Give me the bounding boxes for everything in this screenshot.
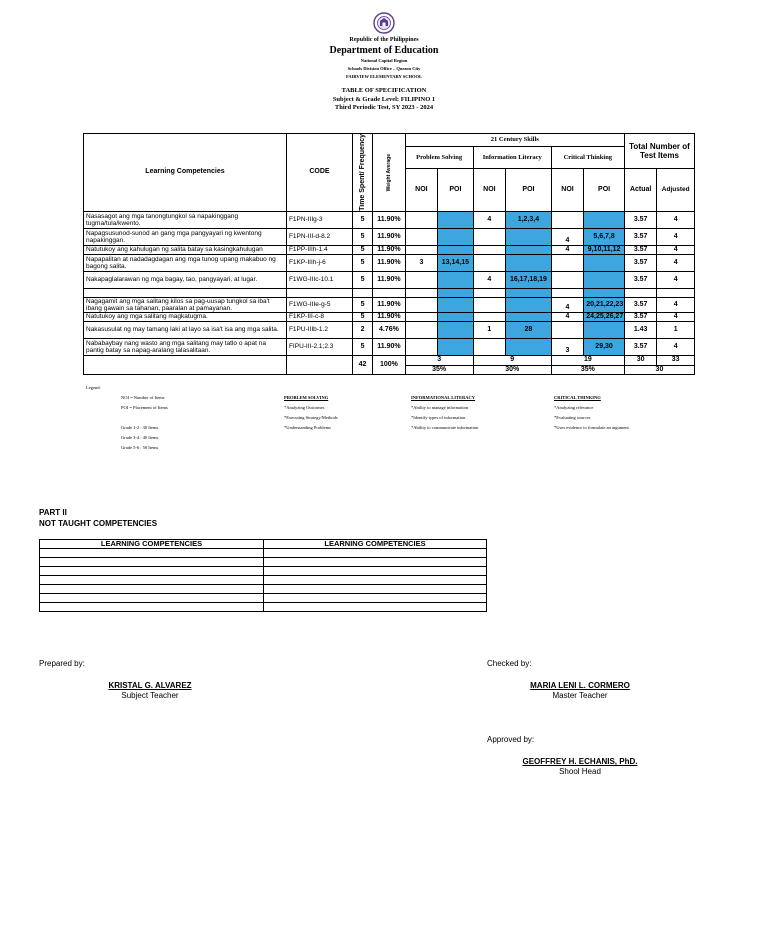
cell-weight: 11.90% (373, 312, 405, 321)
cell-ps-poi (438, 245, 474, 254)
approved-by-position: Shool Head (559, 767, 601, 776)
prepared-by-position: Subject Teacher (121, 691, 179, 700)
cell-il-noi: 1 (473, 321, 505, 338)
document-header (0, 12, 768, 113)
table-row (40, 585, 487, 594)
cell-ps-poi (438, 211, 474, 228)
table-row (84, 254, 695, 271)
legend-ct-item: *Evaluating sources (554, 415, 591, 420)
cell-ct-poi: 5,6,7,8 (584, 228, 625, 245)
cell-time: 5 (352, 312, 372, 321)
cell-code: F1PN-IIIg-3 (286, 211, 352, 228)
cell-actual: 3.57 (624, 254, 656, 271)
cell-il-poi (506, 228, 552, 245)
legend-noi: NOI = Number of Items (121, 395, 165, 400)
cell-ps-noi (405, 271, 437, 288)
cell-lc: Nababaybay nang wasto ang mga salitang may tatlo o apat na pantig batay sa napag-aralang talasalitaan. (84, 338, 287, 355)
cell-adjusted: 4 (657, 297, 695, 312)
cell-lc: Nasasagot ang mga tanongtungkol sa napakinggang tugma/tula/kwento. (84, 211, 287, 228)
cell-ct-poi (584, 271, 625, 288)
table-row (84, 288, 695, 297)
legend-il-item: *Identify types of information (411, 415, 466, 420)
header-total-test-items: Total Number of Test Items (624, 134, 694, 169)
header-critical-thinking: Critical Thinking (551, 146, 624, 169)
table-row (40, 594, 487, 603)
cell-adjusted: 4 (657, 245, 695, 254)
cell-ct-noi (551, 321, 583, 338)
cell-actual: 3.57 (624, 312, 656, 321)
legend-il-item: *Ability to manage information (411, 405, 469, 410)
cell-lc: Natutukoy ang mga salitang magkatugma. (84, 312, 287, 321)
header-poi: POI (438, 169, 474, 212)
header-poi: POI (584, 169, 625, 212)
cell-weight: 11.90% (373, 211, 405, 228)
total-weight: 100% (373, 355, 405, 374)
header-weight-average: Weight Average (373, 134, 405, 212)
cell-il-poi (506, 297, 552, 312)
cell-code: F1WG-IIIc-10.1 (286, 271, 352, 288)
cell-ct-noi: 3 (551, 338, 583, 355)
header-code: CODE (286, 134, 352, 212)
header-adjusted: Adjusted (657, 169, 695, 212)
cell-ps-poi (438, 271, 474, 288)
cell-il-noi (473, 338, 505, 355)
table-row (84, 245, 695, 254)
cell-ct-noi: 4 (551, 228, 583, 245)
table-row (40, 567, 487, 576)
legend-title: Legend: (86, 385, 101, 390)
document-title: TABLE OF SPECIFICATION (341, 87, 427, 94)
cell-il-noi (473, 254, 505, 271)
cell-ct-poi (584, 321, 625, 338)
cell-ps-noi: 3 (405, 254, 437, 271)
cell-ps-poi (438, 321, 474, 338)
cell-ct-poi (584, 211, 625, 228)
prepared-by-label: Prepared by: (39, 659, 85, 668)
table-row (84, 228, 695, 245)
subject-line: Subject & Grade Level: FILIPINO 1 (332, 95, 436, 103)
header-learning-competencies: Learning Competencies (84, 134, 287, 212)
prepared-by-name: KRISTAL G. ALVAREZ (108, 681, 192, 690)
cell-time: 5 (352, 211, 372, 228)
total-critical-thinking-items: 19 (551, 355, 624, 365)
cell-ps-poi (438, 312, 474, 321)
legend-ct-item: *Uses evidence to formulate an argument (554, 425, 629, 430)
cell-weight: 11.90% (373, 297, 405, 312)
total-time: 42 (352, 355, 372, 374)
total-info-literacy-pct: 30% (473, 365, 551, 374)
table-row (84, 312, 695, 321)
cell-actual: 3.57 (624, 228, 656, 245)
legend-problem-solving (284, 393, 338, 433)
cell-adjusted: 4 (657, 271, 695, 288)
cell-il-poi: 28 (506, 321, 552, 338)
header-time-spent: Time Spent/ Frequency (352, 134, 372, 212)
cell-il-poi: 16,17,18,19 (506, 271, 552, 288)
grand-total: 30 (624, 365, 694, 374)
cell-ps-poi (438, 297, 474, 312)
legend-info-literacy (411, 393, 478, 433)
cell-il-poi (506, 254, 552, 271)
header-actual: Actual (624, 169, 656, 212)
cell-actual: 3.57 (624, 297, 656, 312)
cell-ct-poi: 9,10,11,12 (584, 245, 625, 254)
cell-lc: Napagsusunod-sunod an gang mga pangyayari ng kwentong napakinggan. (84, 228, 287, 245)
checked-by-block (510, 681, 650, 701)
cell-ps-noi (405, 338, 437, 355)
cell-code: F1PU-IIIb-1.2 (286, 321, 352, 338)
cell-adjusted: 4 (657, 338, 695, 355)
cell-adjusted: 1 (657, 321, 695, 338)
cell-actual: 3.57 (624, 211, 656, 228)
cell-lc: Natutukoy ang kahulugan ng salita batay sa kasingkahulugan (84, 245, 287, 254)
cell-time: 5 (352, 271, 372, 288)
cell-ps-noi (405, 245, 437, 254)
legend-poi: POI = Placement of Items (121, 405, 168, 410)
legend-grade-5-6: Grade 5-6 : 50 Items (121, 445, 159, 450)
part-two-title: NOT TAUGHT COMPETENCIES (39, 519, 158, 528)
header-noi: NOI (473, 169, 505, 212)
cell-il-noi (473, 297, 505, 312)
header-poi: POI (506, 169, 552, 212)
cell-il-poi (506, 312, 552, 321)
cell-actual: 3.57 (624, 271, 656, 288)
approved-by-block (505, 757, 655, 777)
table-row (84, 297, 695, 312)
cell-actual: 1.43 (624, 321, 656, 338)
cell-time: 5 (352, 338, 372, 355)
cell-il-noi: 4 (473, 271, 505, 288)
header-noi: NOI (551, 169, 583, 212)
cell-ct-poi: 24,25,26,27 (584, 312, 625, 321)
header-noi: NOI (405, 169, 437, 212)
cell-ct-noi: 4 (551, 245, 583, 254)
cell-weight: 11.90% (373, 228, 405, 245)
cell-ps-noi (405, 297, 437, 312)
cell-code: F1KP-IIIh-j-6 (286, 254, 352, 271)
cell-code: F1KP-III-c-8 (286, 312, 352, 321)
legend-grade-1-2: Grade 1-2 : 30 Items (121, 425, 159, 430)
cell-ps-poi: 13,14,15 (438, 254, 474, 271)
cell-ct-poi: 20,21,22,23 (584, 297, 625, 312)
cell-ps-poi (438, 338, 474, 355)
cell-ct-noi: 4 (551, 297, 583, 312)
checked-by-name: MARIA LENI L. CORMERO (530, 681, 630, 690)
total-row (84, 355, 695, 365)
table-row (40, 603, 487, 612)
legend-il-item: *Ability to communicate information (411, 425, 479, 430)
cell-time: 5 (352, 254, 372, 271)
cell-ct-noi (551, 271, 583, 288)
cell-lc: Nagagamit ang mga salitang kilos sa pag-uusap tungkol sa iba't ibang gawain sa tahanan, paaralan at pamayanan. (84, 297, 287, 312)
checked-by-label: Checked by: (487, 659, 532, 668)
cell-adjusted: 4 (657, 254, 695, 271)
specification-table (83, 133, 695, 375)
legend-ps-item: *Understanding Problems (284, 425, 331, 430)
cell-adjusted: 4 (657, 211, 695, 228)
part-two-label: PART II (39, 508, 67, 517)
table-row (40, 576, 487, 585)
legend-il-title: INFORMATIONAL LITERACY (411, 395, 476, 400)
total-actual: 30 (624, 355, 656, 365)
cell-code: F1PN-III-d-8.2 (286, 228, 352, 245)
table-row (84, 271, 695, 288)
cell-ct-noi (551, 211, 583, 228)
approved-by-name: GEOFFREY H. ECHANIS, PhD. (522, 757, 638, 766)
cell-il-poi: 1,2,3,4 (506, 211, 552, 228)
cell-lc: Napapalitan at nadadagdagan ang mga tunog upang makabuo ng bagong salita. (84, 254, 287, 271)
not-taught-col-1: LEARNING COMPETENCIES (40, 540, 264, 549)
test-line: Third Periodic Test, SY 2023 - 2024 (334, 104, 434, 111)
cell-il-noi (473, 312, 505, 321)
cell-adjusted: 4 (657, 312, 695, 321)
prepared-by-block (90, 681, 210, 701)
school-name: FAIRVIEW ELEMENTARY SCHOOL (345, 74, 423, 79)
cell-ct-noi: 4 (551, 312, 583, 321)
cell-ps-noi (405, 211, 437, 228)
cell-time: 2 (352, 321, 372, 338)
cell-time: 5 (352, 297, 372, 312)
cell-actual: 3.57 (624, 338, 656, 355)
cell-lc: Nakasusulat ng may tamang laki at layo sa isa't isa ang mga salita. (84, 321, 287, 338)
header-problem-solving: Problem Solving (405, 146, 473, 169)
cell-code: FIPU-III-2.1;2.3 (286, 338, 352, 355)
cell-ct-noi (551, 254, 583, 271)
cell-adjusted: 4 (657, 228, 695, 245)
legend-grade-3-4: Grade 3-4 : 40 Items (121, 435, 159, 440)
legend-ct-item: *Analyzing relevance (554, 405, 594, 410)
cell-weight: 11.90% (373, 271, 405, 288)
cell-ct-poi: 29,30 (584, 338, 625, 355)
header-21-century-skills: 21 Century Skills (405, 134, 624, 147)
cell-weight: 11.90% (373, 254, 405, 271)
cell-il-noi (473, 228, 505, 245)
not-taught-table (39, 539, 487, 612)
cell-ct-poi (584, 254, 625, 271)
header-information-literacy: Information Literacy (473, 146, 551, 169)
checked-by-position: Master Teacher (552, 691, 608, 700)
cell-ps-noi (405, 321, 437, 338)
total-problem-solving-items: 3 (405, 355, 473, 365)
legend-ps-title: PROBLEM SOLVING (284, 395, 329, 400)
legend-ct-title: CRITICAL THINKING (554, 395, 601, 400)
approved-by-label: Approved by: (487, 735, 535, 744)
table-row (40, 558, 487, 567)
cell-ps-poi (438, 228, 474, 245)
total-adjusted: 33 (657, 355, 695, 365)
cell-lc: Nakapaglalarawan ng mga bagay, tao, pangyayari, at lugar. (84, 271, 287, 288)
legend-ps-item: *Executing Strategy/Methods (284, 415, 338, 420)
cell-il-noi: 4 (473, 211, 505, 228)
cell-weight: 11.90% (373, 338, 405, 355)
cell-weight: 4.76% (373, 321, 405, 338)
table-row (40, 549, 487, 558)
cell-ps-noi (405, 228, 437, 245)
cell-code: F1PP-IIIh-1.4 (286, 245, 352, 254)
department-title: Department of Education (329, 45, 439, 56)
division-text: Schools Division Office – Quezon City (347, 66, 421, 71)
table-row (84, 321, 695, 338)
cell-actual: 3.57 (624, 245, 656, 254)
legend-ps-item: *Analyzing Outcomes (284, 405, 325, 410)
republic-text: Republic of the Philippines (349, 37, 419, 43)
table-row (84, 338, 695, 355)
cell-time: 5 (352, 228, 372, 245)
total-critical-thinking-pct: 35% (551, 365, 624, 374)
cell-il-poi (506, 245, 552, 254)
cell-code: F1WG-IIIe-g-5 (286, 297, 352, 312)
cell-ps-noi (405, 312, 437, 321)
not-taught-col-2: LEARNING COMPETENCIES (264, 540, 487, 549)
region-text: National Capital Region (360, 58, 408, 63)
cell-weight: 11.90% (373, 245, 405, 254)
legend-critical-thinking (554, 393, 629, 433)
total-problem-solving-pct: 35% (405, 365, 473, 374)
cell-time: 5 (352, 245, 372, 254)
legend-keys (121, 393, 168, 453)
table-row (84, 211, 695, 228)
part-two-heading (39, 507, 157, 529)
deped-seal-icon (373, 12, 395, 34)
total-info-literacy-items: 9 (473, 355, 551, 365)
cell-il-noi (473, 245, 505, 254)
cell-il-poi (506, 338, 552, 355)
